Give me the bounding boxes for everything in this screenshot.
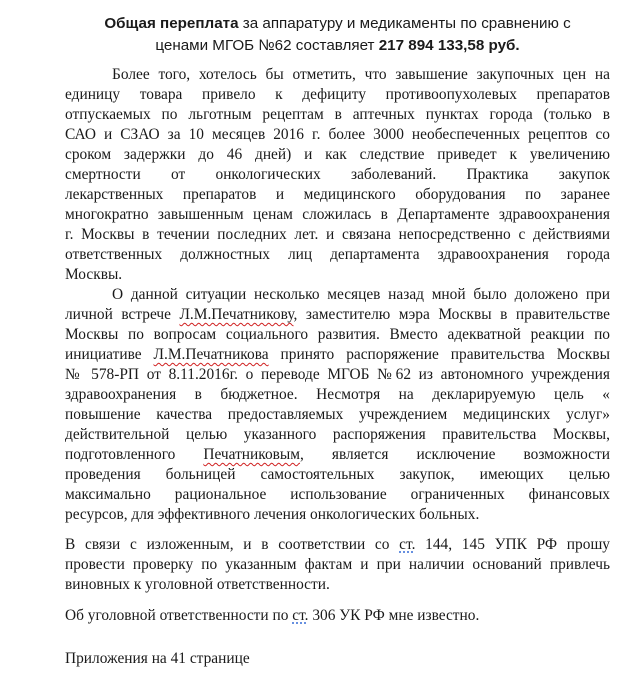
para3-text: виновных к уголовной ответственности.: [65, 576, 330, 593]
para1-line: ответственных должностных лиц департамента здравоохранения города: [65, 246, 610, 263]
para2-text: здравоохранения в бюджетное. Несмотря на декларируемую цель «: [65, 386, 610, 403]
para2-line: [65, 506, 610, 524]
para3-text: 144, 145 УПК РФ прошу: [415, 536, 610, 553]
para3-line: [65, 536, 610, 554]
para2-line: [65, 426, 610, 444]
para1-line: г. Москвы в течении последних лет. и связана непосредственно с действиями: [65, 226, 610, 243]
para1-line: лекарственных препаратов и медицинского оборудования по заранее: [65, 186, 610, 203]
spellcheck-name: Л.М.Печатникова: [153, 346, 269, 363]
para2-line: [65, 406, 610, 424]
spellcheck-name: Л.М.Печатникову: [179, 306, 294, 323]
para2-text: инициативе: [65, 346, 154, 363]
liability-text: Об уголовной ответственности по: [65, 607, 293, 624]
para1-line: Москвы.: [65, 266, 123, 283]
article-abbrev: ст.: [399, 536, 416, 553]
para2-line: [65, 306, 610, 324]
para2-line: [65, 386, 610, 404]
spellcheck-name: Печатниковым: [203, 446, 301, 463]
summary-line-2: [65, 37, 610, 54]
para2-line: [65, 466, 610, 484]
attachments-note: Приложения на 41 странице: [65, 650, 250, 667]
para3-text: провести проверку по указанным фактам и при наличии оснований привлечь: [65, 556, 610, 573]
para2-text: подготовленного: [65, 446, 204, 463]
para1-line: смертности от онкологических заболеваний. Практика закупок: [65, 166, 610, 183]
para1-line: отпускаемых по льготным рецептам в аптечных пунктах города (только в: [65, 106, 610, 123]
para2-line: [65, 486, 610, 504]
para2-text: , заместителю мэра Москвы в правительстве: [293, 306, 610, 323]
summary-text: за аппаратуру и медикаменты по сравнению с: [238, 15, 571, 32]
summary-text: ценами МГОБ №62 составляет: [155, 37, 379, 54]
para1-line: сроком задержки до 46 дней) и как следствие приведет к увеличению: [65, 146, 610, 163]
article-abbrev: ст.: [292, 607, 309, 624]
para2-text: ресурсов, для эффективного лечения онкологических больных.: [65, 506, 480, 523]
para2-text: личной встрече: [65, 306, 180, 323]
para2-text: Москвы по вопросам социального развития. Вместо адекватной реакции по: [65, 326, 610, 343]
overpayment-amount: 217 894 133,58 руб.: [378, 37, 520, 54]
liability-statement: [65, 607, 610, 625]
para2-text: проведения больницей самостоятельных закупок, имеющих целью: [65, 466, 610, 483]
para2-text: действительной целью указанного распоряжения правительства Москвы,: [65, 426, 610, 443]
para1-line: единицу товара привело к дефициту противоопухолевых препаратов: [65, 86, 610, 103]
para2-line: [65, 346, 610, 364]
summary-line-1: [65, 15, 610, 32]
liability-text: 306 УК РФ мне известно.: [308, 607, 480, 624]
para1-line: САО и СЗАО за 10 месяцев 2016 г. более 3000 необеспеченных рецептов со: [65, 126, 610, 143]
para2-text: , является исключение возможности: [300, 446, 610, 463]
para2-line: [65, 446, 610, 464]
summary-bold-label: Общая переплата: [104, 15, 239, 32]
para2-text: повышение качества предоставляемых учреждением медицинских услуг»: [65, 406, 610, 423]
para3-line: [65, 576, 610, 594]
para2-line: [112, 286, 610, 304]
para1-line: Более того, хотелось бы отметить, что завышение закупочных цен на: [112, 66, 610, 83]
para2-text: принято распоряжение правительства Москвы: [268, 346, 610, 363]
para2-text: № 578-РП от 8.11.2016г. о переводе МГОБ №62 из автономного учреждения: [65, 366, 610, 383]
para3-text: В связи с изложенным, и в соответствии со: [65, 536, 400, 553]
para2-line: [65, 366, 610, 384]
para2-line: [65, 326, 610, 344]
para1-line: многократно завышенным ценам сложилась в Департаменте здравоохранения: [65, 206, 610, 223]
para2-text: максимально рациональное использование ограниченных финансовых: [65, 486, 610, 503]
para2-text: О данной ситуации несколько месяцев назад мной было доложено при: [112, 286, 610, 303]
para3-line: [65, 556, 610, 574]
